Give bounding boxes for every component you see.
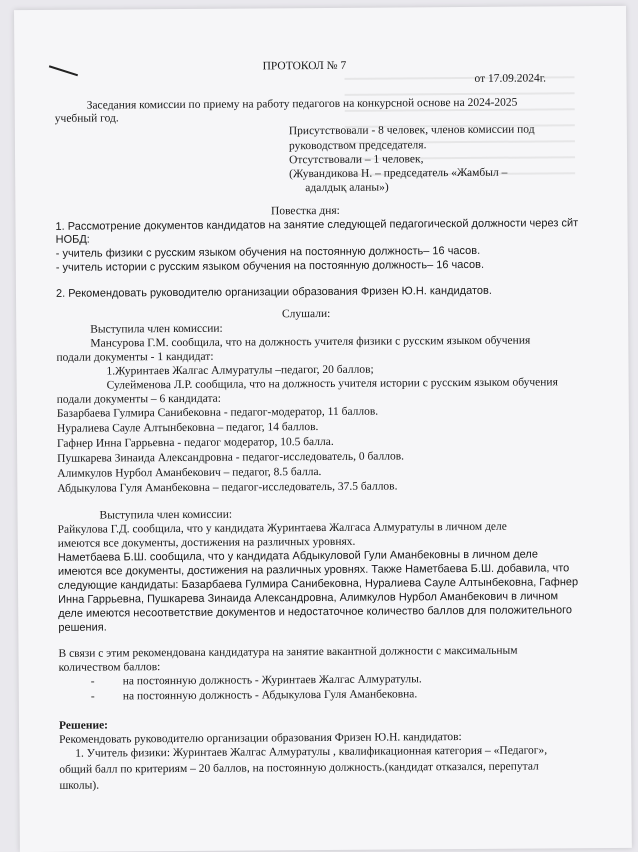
report-2-cont: подали документы – 6 кандидата: [56,392,222,406]
history-candidate: Пушкарева Зинаида Александровна - педагог-исследователь, 0 баллов. [57,450,405,465]
report-4-cont: деле имеются несоответствие документов и недостаточное количество баллов для положительного [58,604,573,620]
decision-heading: Решение: [58,719,109,732]
history-candidate: Абдыкулова Гуля Аманбековна – педагог-исследователь, 37.5 баллов. [57,480,398,495]
document-date: от 17.09.2024г. [474,72,547,85]
agenda-heading: Повестка дня: [270,204,340,218]
decision-item-1-cont: школы). [59,779,100,792]
decision-item-1: 1. Учитель физики: Журинтаев Жалгас Алмуратулы , квалификационная категория – «Педагог», [75,744,548,760]
report-4: Наметбаева Б.Ш. сообщила, что у кандидата Абдыкуловой Гули Аманбековны в личном деле [57,548,538,564]
report-4-cont: следующие кандидаты: Базарбаева Гулмира Санибековна, Нуралиева Сауле Алтынбековна, Гафнер [57,576,579,592]
bullet-dash: - [90,675,95,688]
recommendation-text-cont: количеством баллов: [58,661,161,674]
report-4-cont: Инна Гаррьевна, Пушкарева Зинаида Александровна, Алимкулов Нурбол Аманбекович в личном [58,590,559,606]
report-4-cont: решения. [58,621,107,634]
speaker-1: Выступила член комиссии: [90,322,223,336]
attendance-absent-org: адалдық аланы») [305,181,389,195]
report-1: Мансурова Г.М. сообщила, что на должность учителя физики с русским языком обучения [90,334,531,350]
agenda-item-2: 2. Рекомендовать руководителю организации образования Фризен Ю.Н. кандидатов. [55,284,492,300]
history-candidate: Гафнер Инна Гаррьевна - педагог модератор, 10.5 балла. [56,435,334,450]
document-page [14,6,632,852]
history-candidate: Базарбаева Гулмира Санибековна - педагог-модератор, 11 баллов. [56,405,379,420]
speaker-2: Выступила член комиссии: [99,508,233,522]
attendance-present: Присутствовали - 8 человек, членов комиссии под [288,123,535,138]
agenda-item-1: 1. Рассмотрение документов кандидатов на занятие следующей педагогической должности через сйт [55,217,579,233]
history-candidate: Нуралиева Сауле Алтынбековна – педагог, 14 баллов. [56,421,319,435]
report-1-cont: подали документы - 1 кандидат: [56,350,214,364]
document-title: ПРОТОКОЛ № 7 [262,59,347,73]
history-candidate: Алимкулов Нурбол Аманбекович – педагог, 8.5 балла. [57,466,322,480]
bullet-dash: - [90,690,95,703]
agenda-item-1a: - учитель физики с русским языком обучения на постоянную должность– 16 часов. [55,244,481,260]
report-3: Райкулова Г.Д. сообщила, что у кандидата Журинтаева Жалгаса Алмуратулы в личном деле [57,520,507,536]
report-2: Сулейменова Л.Р. сообщила, что на должность учителя истории с русским языком обучения [106,376,558,392]
meeting-subtitle: Заседания комиссии по приему на работу педагогов на конкурсной основе на 2024-2025 [86,96,518,112]
report-3-cont: имеются все документы, достижения на различных уровнях. [57,535,356,550]
agenda-item-1b: - учитель истории с русским языком обучения на постоянную должность– 16 часов. [55,258,485,274]
recommended-physics: на постоянную должность - Журинтаев Жалгас Алмуратулы. [122,673,422,688]
attendance-present-cont: руководством председателя. [288,139,427,153]
decision-text: Рекомендовать руководителю организации образования Фризен Ю.Н. кандидатов: [59,731,462,746]
heard-heading: Слушали: [281,307,331,321]
physics-candidate: 1.Журинтаев Жалгас Алмуратулы –педагог, 20 баллов; [106,363,374,378]
attendance-absent-name: (Жувандикова Н. – председатель «Жамбыл – [289,166,508,181]
agenda-item-1-cont: НОБД: [55,233,90,246]
recommendation-text: В связи с этим рекомендована кандидатура на занятие вакантной должности с максимальным [58,644,518,660]
meeting-subtitle-cont: учебный год. [54,112,119,125]
decision-item-1-cont: общий балл по критериям – 20 баллов, на постоянную должность.(кандидат отказался, перепутал [59,760,539,776]
report-4-cont: имеются все документы, достижения на различных уровнях. Также Наметбаева Б.Ш. добавила, что [57,562,570,578]
attendance-absent: Отсутствовали – 1 человек, [289,153,424,167]
recommended-history: на постоянную должность - Абдыкулова Гуля Аманбековна. [122,688,418,703]
